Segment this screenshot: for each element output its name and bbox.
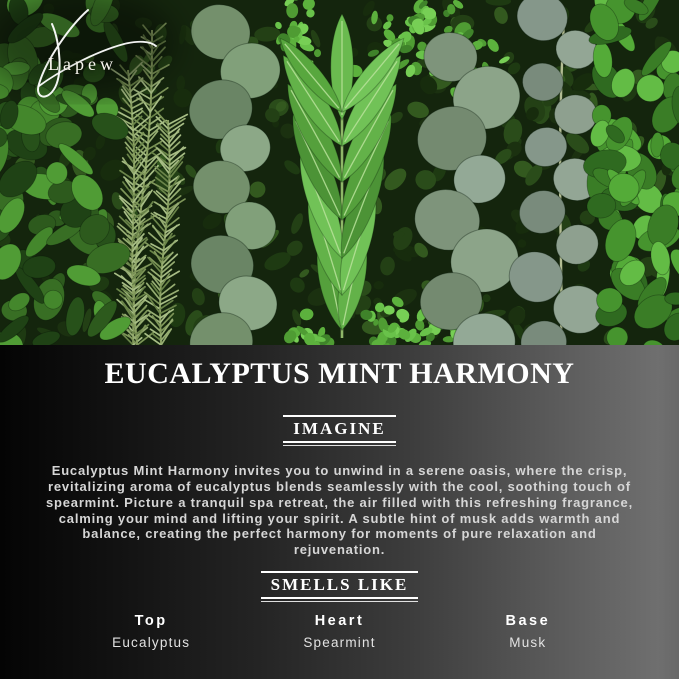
note-heart bbox=[245, 613, 433, 650]
note-base-level: Base bbox=[505, 613, 551, 630]
imagine-section bbox=[283, 415, 395, 446]
page-title: EUCALYPTUS MINT HARMONY bbox=[104, 357, 575, 390]
imagine-heading: IMAGINE bbox=[283, 415, 395, 443]
smells-like-heading: SMELLS LIKE bbox=[261, 571, 419, 599]
note-top-scent: Eucalyptus bbox=[112, 635, 191, 651]
note-heart-scent: Spearmint bbox=[303, 635, 376, 651]
note-base-scent: Musk bbox=[509, 635, 547, 651]
description-text: Eucalyptus Mint Harmony invites you to unwind in a serene oasis, where the crisp, revitalizing aroma of eucalyptus blends seamlessly with the cool, soothing touch of spearmint. Picture a tranquil spa retreat, the air filled with this refreshing fragrance, calming your mind and lifting your spirit. A subtle hint of musk adds warmth and balance, creating the perfect harmony for moments of pure relaxation and rejuvenation. bbox=[45, 463, 633, 558]
content-panel bbox=[0, 345, 679, 679]
note-top bbox=[57, 613, 245, 650]
logo-text: Lapew bbox=[48, 54, 117, 74]
note-base bbox=[434, 613, 622, 650]
smells-like-heading-rule bbox=[261, 571, 419, 602]
smells-like-section bbox=[261, 571, 419, 602]
note-top-level: Top bbox=[134, 613, 168, 630]
imagine-heading-rule bbox=[283, 415, 395, 446]
note-heart-level: Heart bbox=[314, 613, 365, 630]
scent-notes bbox=[0, 613, 679, 650]
